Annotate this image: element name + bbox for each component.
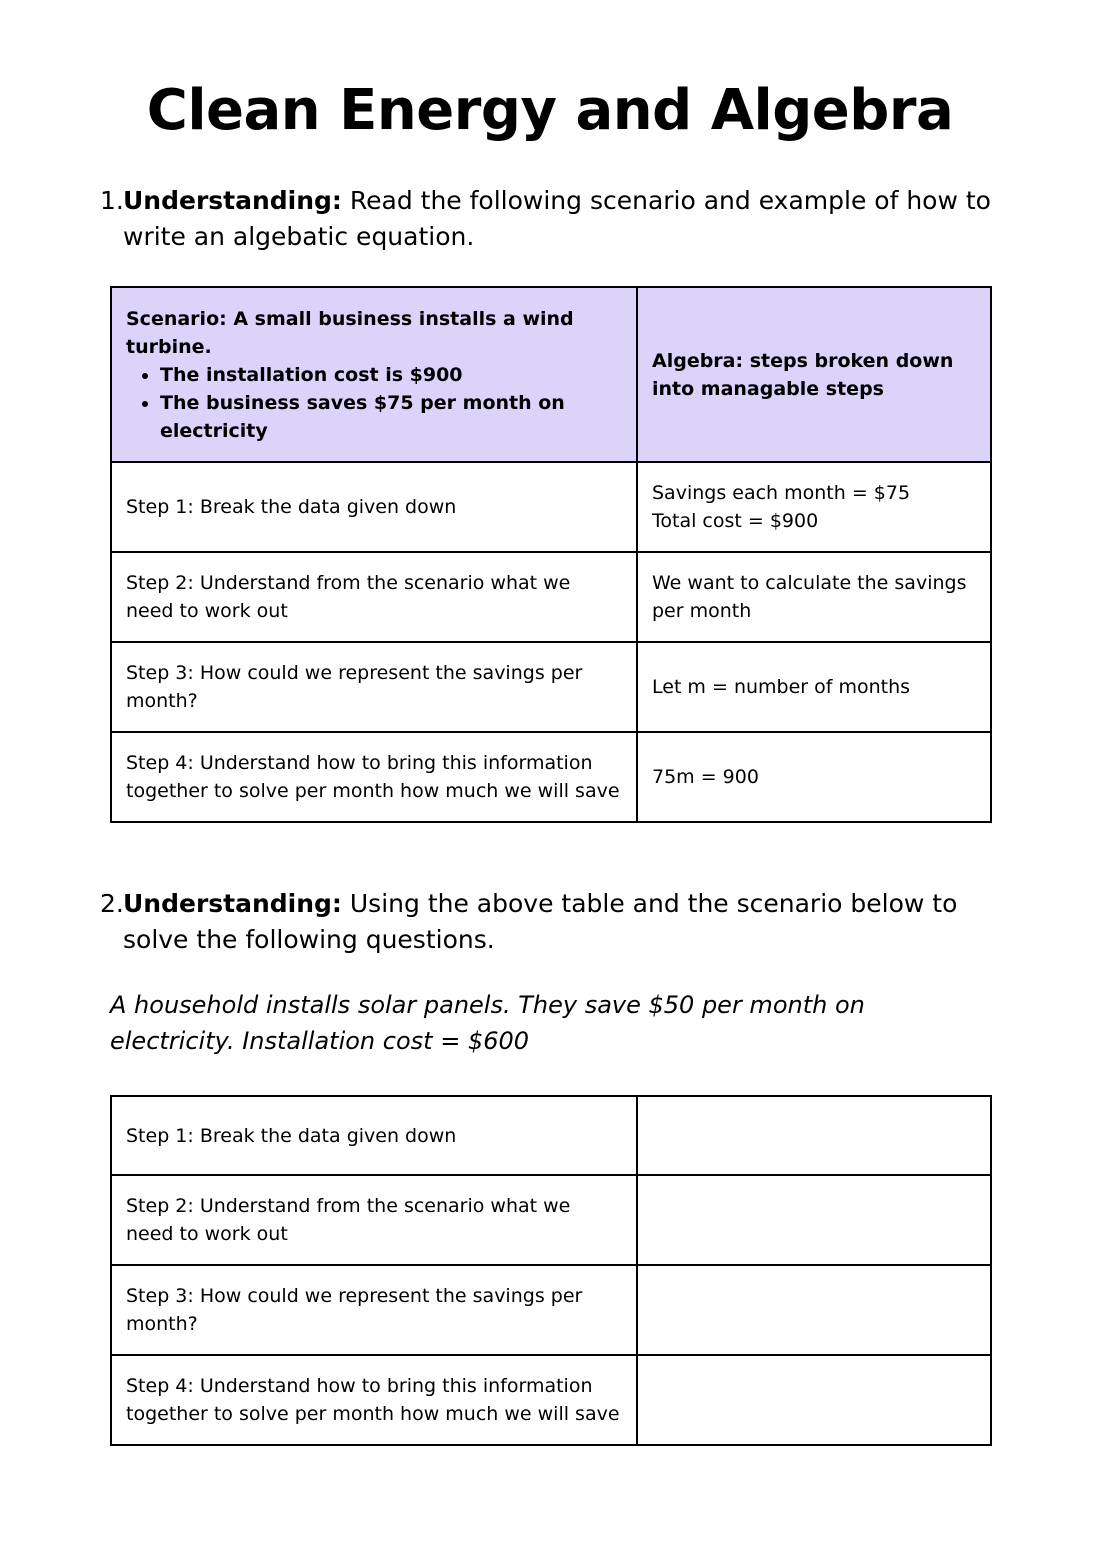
answer-cell: We want to calculate the savings per month (637, 552, 991, 642)
step-cell: Step 3: How could we represent the savings per month? (111, 1265, 637, 1355)
page-title: Clean Energy and Algebra (146, 78, 954, 143)
table-row (111, 1265, 991, 1355)
question-number: 2. (100, 889, 124, 918)
table-header-row (111, 287, 991, 462)
question-text (123, 183, 1030, 255)
answer-cell: Let m = number of months (637, 642, 991, 732)
scenario-bullet: • The installation cost is $900 (160, 361, 622, 389)
scenario-title: Scenario: A small business installs a wind turbine. (126, 307, 574, 358)
table-row (111, 1355, 991, 1445)
question-number: 1. (100, 186, 124, 215)
step-cell: Step 4: Understand how to bring this information together to solve per month how much we will save (111, 1355, 637, 1445)
step-cell: Step 2: Understand from the scenario what we need to work out (111, 1175, 637, 1265)
answer-line: Savings each month = $75 (652, 482, 911, 504)
step-cell: Step 1: Break the data given down (111, 1096, 637, 1175)
example-table (110, 286, 992, 823)
question-1 (100, 183, 1030, 255)
table-row (111, 552, 991, 642)
practice-table (110, 1095, 992, 1446)
step-cell: Step 2: Understand from the scenario what we need to work out (111, 552, 637, 642)
step-cell: Step 4: Understand how to bring this information together to solve per month how much we will save (111, 732, 637, 822)
step-cell: Step 1: Break the data given down (111, 462, 637, 552)
question-2 (100, 886, 1030, 958)
answer-cell: 75m = 900 (637, 732, 991, 822)
table-row (111, 462, 991, 552)
table-row (111, 1175, 991, 1265)
question-text (123, 886, 1030, 958)
table-row (111, 732, 991, 822)
answer-field[interactable] (637, 1096, 991, 1175)
solar-scenario-text: A household installs solar panels. They save $50 per month on electricity. Installation cost = $600 (110, 991, 865, 1055)
question-label: Understanding: (123, 889, 342, 918)
answer-field[interactable] (637, 1175, 991, 1265)
scenario-cell (111, 287, 637, 462)
step-cell: Step 3: How could we represent the savings per month? (111, 642, 637, 732)
algebra-header-cell: Algebra: steps broken down into managable steps (637, 287, 991, 462)
question-label: Understanding: (123, 186, 342, 215)
answer-cell (637, 462, 991, 552)
answer-field[interactable] (637, 1265, 991, 1355)
question-body: Read the following scenario and example of how to write an algebatic equation. (123, 186, 991, 251)
table-row (111, 642, 991, 732)
answer-line: Total cost = $900 (652, 510, 819, 532)
scenario-bullets (126, 361, 622, 445)
question-body: Using the above table and the scenario below to solve the following questions. (123, 889, 958, 954)
table-row (111, 1096, 991, 1175)
scenario-bullet: • The business saves $75 per month on electricity (160, 389, 622, 445)
answer-field[interactable] (637, 1355, 991, 1445)
